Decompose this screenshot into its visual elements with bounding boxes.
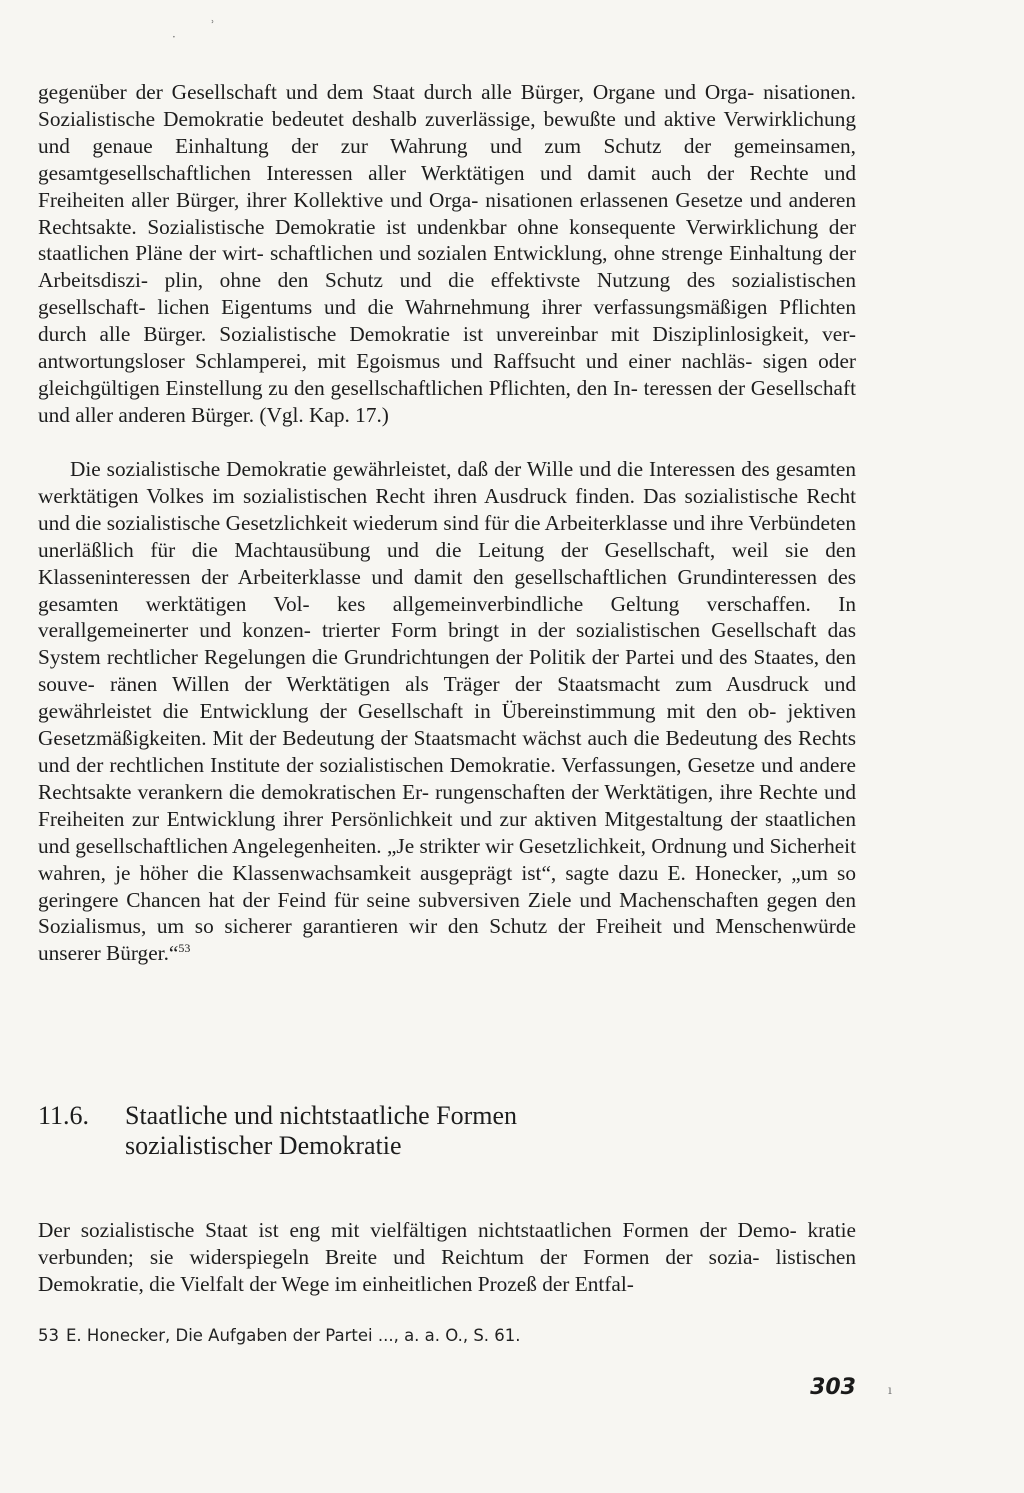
footnote-text: E. Honecker, Die Aufgaben der Partei ..., a. a. O., S. 61. (66, 1326, 521, 1345)
text-line: Angelegenheiten. „Je strikter wir Gesetzlichkeit, Ordnung und Sicherheit wahren, (38, 833, 856, 885)
text-line: listischen Demokratie, die Vielfalt der Wege im einheitlichen Prozeß der Entfal- (38, 1244, 857, 1296)
text-line: plin, ohne den Schutz und die effektivste Nutzung des sozialistischen gesellschaft- (38, 268, 856, 320)
footnote-number: 53 (38, 1326, 59, 1345)
text-line: Schutz der gemeinsamen, gesamtgesellschaftlichen Interessen aller Werktätigen (38, 133, 856, 185)
text-line: Das sozialistische Recht und die sozialistische Gesetzlichkeit wiederum sind für (38, 483, 857, 535)
text-line: gegen den Sozialismus, um so sicherer garantieren wir den Schutz der Freiheit (38, 887, 856, 939)
text-line: rungenschaften der Werktätigen, ihre Rechte und Freiheiten zur Entwicklung ihrer (38, 779, 856, 831)
section-title-line-1: Staatliche und nichtstaatliche Formen (125, 1101, 518, 1130)
text-line: antwortungsloser Schlamperei, mit Egoismus und Raffsucht und einer nachläs- (38, 349, 753, 374)
text-line: teressen der Gesellschaft und aller anderen Bürger. (Vgl. Kap. 17.) (38, 375, 856, 427)
text-line: die Arbeiterklasse und ihre Verbündeten unerläßlich für die Machtausübung und (38, 510, 856, 562)
text-line: und damit den gesellschaftlichen Grundinteressen des gesamten werktätigen Vol- (38, 564, 857, 616)
page-number: 303 (810, 1375, 856, 1400)
text-line: nisationen erlassenen Gesetze und anderen Rechtsakte. Sozialistische Demokratie (38, 187, 856, 239)
text-line: ist undenkbar ohne konsequente Verwirklichung der staatlichen Pläne der wirt- (38, 214, 857, 266)
scan-speck: ʾ (211, 18, 215, 32)
scan-speck: · (172, 30, 176, 44)
text-line: kes allgemeinverbindliche Geltung verschaffen. In verallgemeinerter und konzen- (38, 591, 856, 643)
text-line: sigen oder gleichgültigen Einstellung zu den gesellschaftlichen Pflichten, den In- (38, 349, 856, 400)
text-line: geringere Chancen hat der Feind für seine subversiven Ziele und Machenschaften (38, 887, 759, 912)
text-line: nisationen. Sozialistische Demokratie bedeutet deshalb zuverlässige, bewußte (38, 80, 856, 131)
text-line: schaftlichen und sozialen Entwicklung, ohne strenge Einhaltung der Arbeitsdiszi- (38, 241, 856, 293)
text-line: je höher die Klassenwachsamkeit ausgeprägt ist“, sagte dazu E. Honecker, „um so (115, 860, 856, 885)
text-line: die Leitung der Gesellschaft, weil sie den Klasseninteressen der Arbeiterklasse (38, 537, 856, 589)
text-line: ränen Willen der Werktätigen als Träger der Staatsmacht zum Ausdruck und (110, 672, 857, 697)
footnote-marker: 53 (178, 941, 191, 956)
text-line: gegenüber der Gesellschaft und dem Staat durch alle Bürger, Organe und Orga- (38, 80, 755, 104)
text-line: Die sozialistische Demokratie gewährleistet, daß der Wille und die Interessen (70, 457, 736, 481)
text-line: trierter Form bringt in der sozialistischen Gesellschaft das System rechtlicher (38, 618, 856, 670)
body-paragraph-1 (38, 79, 856, 429)
section-title-line-2: sozialistischer Demokratie (125, 1131, 402, 1160)
text-line: lichen Eigentums und die Wahrnehmung ihrer verfassungsmäßigen Pflichten durch (38, 295, 856, 347)
text-line: Persönlichkeit und zur aktiven Mitgestaltung der staatlichen und gesellschaftlichen (38, 806, 857, 858)
text-line: und damit auch der Rechte und Freiheiten aller Bürger, ihrer Kollektive und Orga- (38, 160, 856, 212)
text-line: und Menschenwürde unserer Bürger.“ (38, 914, 856, 966)
footnote (38, 1325, 856, 1347)
text-line: gewährleistet die Entwicklung der Gesellschaft in Übereinstimmung mit den ob- (38, 699, 777, 724)
text-line: Verfassungen, Gesetze und andere Rechtsakte verankern die demokratischen Er- (38, 752, 856, 804)
scan-speck: ı (888, 1383, 892, 1397)
section-heading (38, 1101, 856, 1161)
section-number: 11.6. (38, 1101, 90, 1130)
text-line: jektiven Gesetzmäßigkeiten. Mit der Bedeutung der Staatsmacht wächst auch die (38, 699, 857, 751)
text-line: des gesamten werktätigen Volkes im sozialistischen Recht ihren Ausdruck finden. (38, 457, 857, 508)
text-line: Bedeutung des Rechts und der rechtlichen Institute der sozialistischen Demokratie. (38, 726, 856, 777)
body-paragraph-2 (38, 456, 856, 967)
text-line: Regelungen die Grundrichtungen der Politik der Partei und des Staates, den souve- (38, 645, 856, 697)
text-line: Der sozialistische Staat ist eng mit vielfältigen nichtstaatlichen Formen der Demo- (38, 1218, 797, 1242)
text-line: alle Bürger. Sozialistische Demokratie ist unvereinbar mit Disziplinlosigkeit, ver- (99, 322, 856, 347)
text-line: kratie verbunden; sie widerspiegeln Breite und Reichtum der Formen der sozia- (38, 1218, 856, 1269)
body-paragraph-3 (38, 1217, 856, 1298)
text-line: und aktive Verwirklichung und genaue Einhaltung der zur Wahrung und zum (38, 106, 856, 158)
